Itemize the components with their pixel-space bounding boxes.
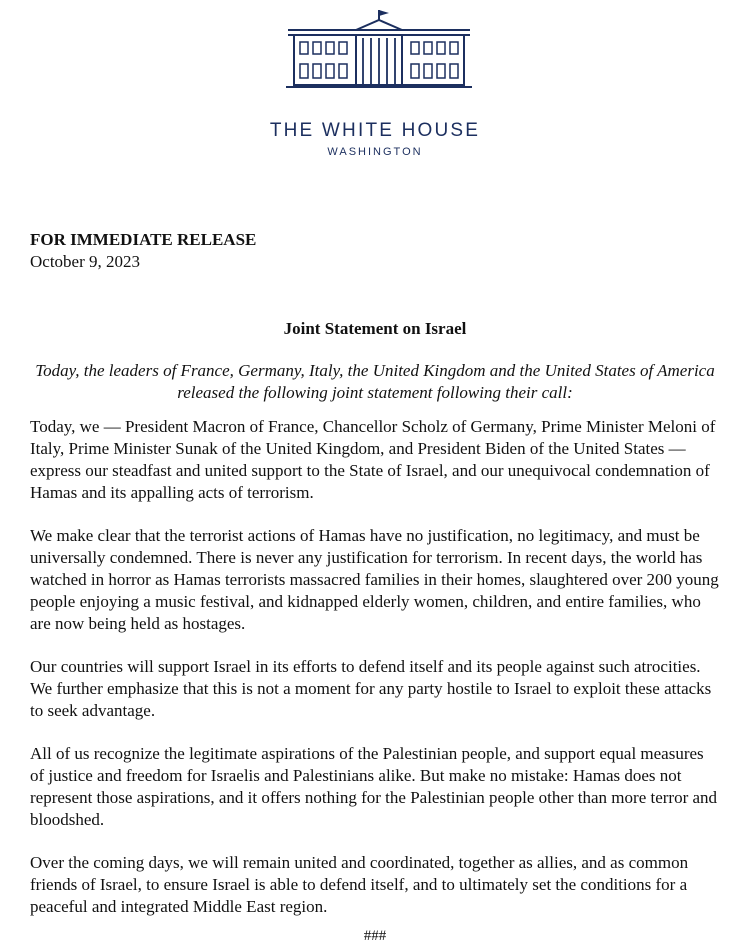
release-label: FOR IMMEDIATE RELEASE <box>30 230 257 249</box>
body-paragraph: Our countries will support Israel in its efforts to defend itself and its people against such atrocities. We further emphasize that this is not a moment for any party hostile to Israel to exploit these attacks to seek advantage. <box>30 657 712 720</box>
body-paragraph: Over the coming days, we will remain united and coordinated, together as allies, and as common friends of Israel, to ensure Israel is able to defend itself, and to ultimately set the conditions for a peaceful and integrated Middle East region. <box>30 853 689 916</box>
letterhead <box>0 0 750 170</box>
white-house-building-icon <box>284 8 474 90</box>
body-paragraph: Today, we — President Macron of France, Chancellor Scholz of Germany, Prime Minister Meloni of Italy, Prime Minister Sunak of the United Kingdom, and President Biden of the United States — express our steadfast and united support to the State of Israel, and our unequivocal condemnation of Hamas and its appalling acts of terrorism. <box>30 417 716 502</box>
org-city: WASHINGTON <box>327 146 423 158</box>
org-name: THE WHITE HOUSE <box>269 120 481 141</box>
statement-title: Joint Statement on Israel <box>283 319 467 338</box>
release-date: October 9, 2023 <box>30 252 141 271</box>
release-block <box>30 229 256 273</box>
end-mark: ### <box>363 928 387 944</box>
statement-intro: Today, the leaders of France, Germany, Italy, the United Kingdom and the United States of America released the following joint statement following their call: <box>35 361 715 402</box>
body-paragraph: We make clear that the terrorist actions of Hamas have no justification, no legitimacy, and must be universally condemned. There is never any justification for terrorism. In recent days, the world has watched in horror as Hamas terrorists massacred families in their homes, slaughtered over 200 young people enjoying a music festival, and kidnapped elderly women, children, and entire families, who are now being held as hostages. <box>30 526 719 633</box>
body-paragraph: All of us recognize the legitimate aspirations of the Palestinian people, and support equal measures of justice and freedom for Israelis and Palestinians alike. But make no mistake: Hamas does not represent those aspirations, and it offers nothing for the Palestinian people other than more terror and bloodshed. <box>30 744 718 829</box>
statement-body <box>30 416 720 939</box>
